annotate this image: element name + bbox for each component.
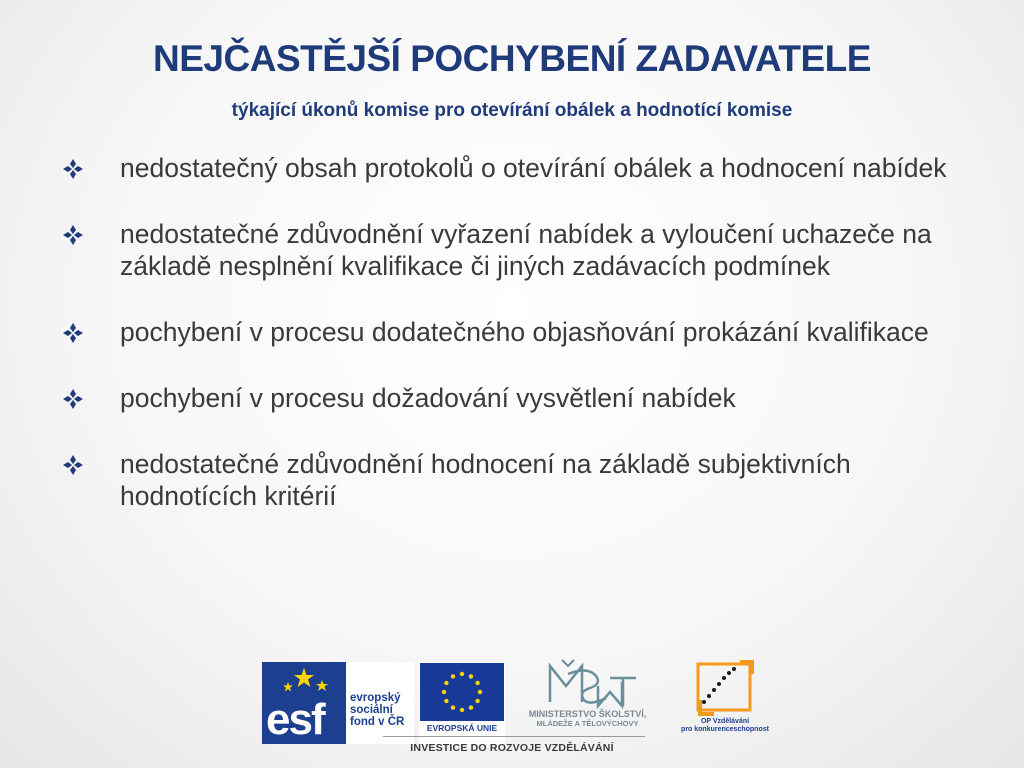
bullet-item xyxy=(62,316,962,348)
diamond-bullet-icon xyxy=(62,224,84,246)
op-label: OP Vzdělávání pro konkurenceschopnost xyxy=(681,718,769,733)
diamond-bullet-icon xyxy=(62,158,84,180)
msmt-emblem-icon xyxy=(510,656,665,710)
diamond-bullet-icon xyxy=(62,322,84,344)
bullet-item xyxy=(62,382,962,414)
bullet-text: nedostatečný obsah protokolů o otevírání obálek a hodnocení nabídek xyxy=(120,153,947,183)
eu-flag-icon xyxy=(420,663,504,721)
op-emblem-icon xyxy=(670,656,780,718)
slide-title: NEJČASTĚJŠÍ POCHYBENÍ ZADAVATELE xyxy=(153,38,871,79)
svg-text:esf: esf xyxy=(266,695,324,744)
bullet-text: nedostatečné zdůvodnění hodnocení na základě subjektivních hodnotících kritérií xyxy=(120,449,851,511)
bullet-item xyxy=(62,218,962,282)
bullet-text: pochybení v procesu dožadování vysvětlení nabídek xyxy=(120,383,736,413)
footer-divider xyxy=(383,736,645,737)
bullet-text: pochybení v procesu dodatečného objasňování prokázání kvalifikace xyxy=(120,317,929,347)
esf-label: evropský sociální fond v ČR xyxy=(350,692,405,728)
eu-label: EVROPSKÁ UNIE xyxy=(426,723,498,733)
slide-subtitle: týkající úkonů komise pro otevírání obálek a hodnotící komise xyxy=(231,100,793,121)
bullet-list xyxy=(62,152,962,546)
bullet-item xyxy=(62,448,962,512)
footer-slogan: INVESTICE DO ROZVOJE VZDĚLÁVÁNÍ xyxy=(410,742,614,754)
msmt-logo xyxy=(510,656,665,746)
bullet-item xyxy=(62,152,962,184)
esf-logo xyxy=(262,662,414,744)
msmt-label: MINISTERSTVO ŠKOLSTVÍ, MLÁDEŽE A TĚLOVÝCHOVY xyxy=(528,709,647,728)
op-logo xyxy=(670,656,780,746)
eu-logo xyxy=(419,662,505,744)
diamond-bullet-icon xyxy=(62,388,84,410)
diamond-bullet-icon xyxy=(62,454,84,476)
bullet-text: nedostatečné zdůvodnění vyřazení nabídek a vyloučení uchazeče na základě nesplnění kvalifikace či jiných zadávacích podmínek xyxy=(120,219,932,281)
